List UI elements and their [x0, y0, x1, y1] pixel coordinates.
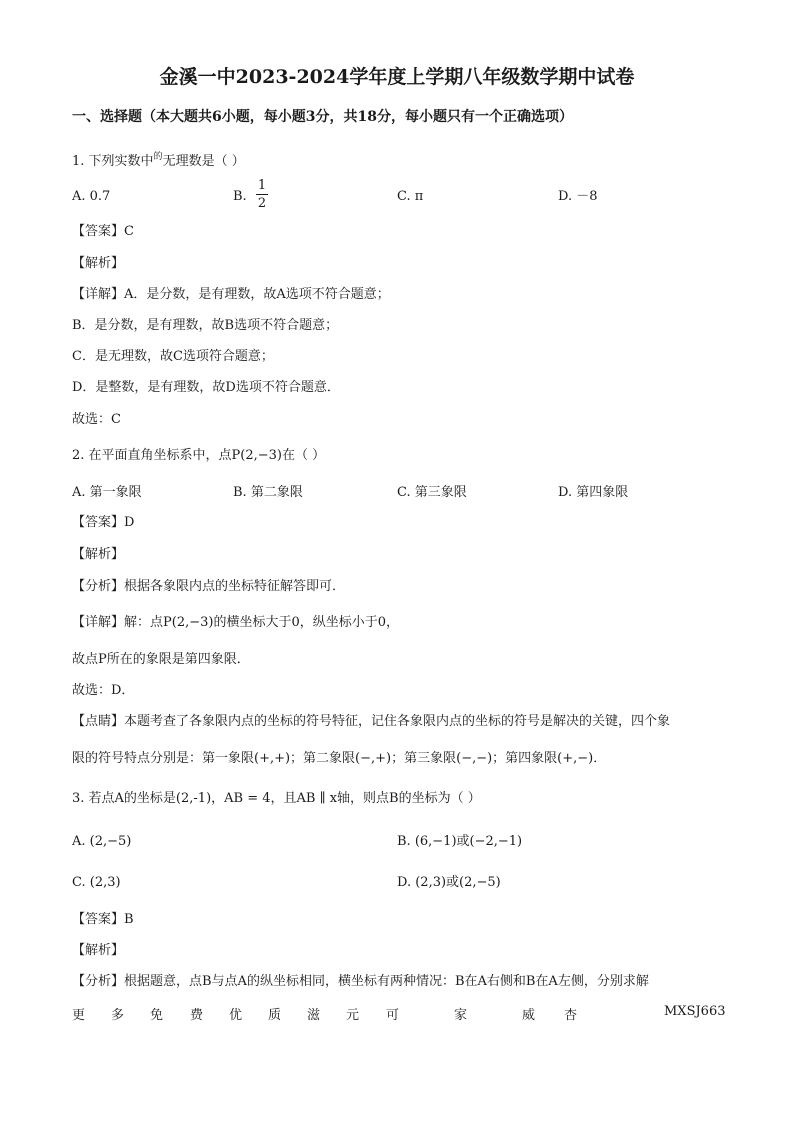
- q2-answer: 【答案】D: [72, 515, 135, 530]
- q2-option-d: D. 第四象限: [558, 485, 629, 500]
- q3-option-d: D. (2,3)或(2,−5): [397, 875, 501, 890]
- q2-fenxi: 【分析】根据各象限内点的坐标特征解答即可．: [72, 579, 346, 594]
- q1-answer: 【答案】C: [72, 224, 134, 239]
- q2-stem: 2. 在平面直角坐标系中，点P(2,−3)在（ ）: [72, 448, 326, 463]
- q1-analysis-label: 【解析】: [72, 256, 125, 271]
- q1-detail-1: 【详解】A．是分数，是有理数，故A选项不符合题意；: [72, 287, 390, 302]
- q2-analysis-label: 【解析】: [72, 547, 125, 562]
- q2-choose: 故选：D．: [72, 683, 135, 698]
- q1-stem-mark: 的: [153, 152, 163, 162]
- section-heading: 一、选择题（本大题共6小题，每小题3分，共18分，每小题只有一个正确选项）: [72, 109, 573, 125]
- footer-char: 免: [150, 1008, 164, 1023]
- q2-detail: 【详解】解：点P(2,−3)的横坐标大于0，纵坐标小于0，: [72, 615, 399, 630]
- fraction-numerator: 1: [257, 178, 267, 193]
- q3-option-c: C. (2,3): [72, 875, 121, 890]
- footer-char: 滋: [307, 1008, 321, 1023]
- q2-dianjing-1: 【点睛】本题考查了各象限内点的坐标的符号特征，记住各象限内点的坐标的符号是解决的关键，四个象: [72, 714, 671, 729]
- footer-code: MXSJ663: [664, 1004, 726, 1019]
- footer-char: 杏: [564, 1008, 578, 1023]
- footer-char: 威: [522, 1008, 536, 1023]
- q3-option-b: B. (6,−1)或(−2,−1): [397, 834, 523, 849]
- footer-char: 质: [268, 1008, 282, 1023]
- q1-stem-text: 1. 下列实数中: [72, 154, 154, 169]
- q1-option-c: C. π: [397, 189, 424, 204]
- q1-detail-4: D．是整数，是有理数，故D选项不符合题意．: [72, 380, 340, 395]
- footer-char: 可: [386, 1008, 400, 1023]
- fraction-bar: [256, 194, 268, 195]
- q3-option-a: A. (2,−5): [72, 834, 132, 849]
- q2-option-c: C. 第三象限: [397, 485, 467, 500]
- footer-char: 优: [229, 1008, 243, 1023]
- footer-char: 家: [454, 1008, 468, 1023]
- q1-detail-3: C．是无理数，故C选项符合题意；: [72, 349, 274, 364]
- q2-detail-2: 故点P所在的象限是第四象限．: [72, 652, 250, 667]
- q3-analysis-label: 【解析】: [72, 943, 125, 958]
- q2-dianjing-2: 限的符号特点分别是：第一象限(+,+)；第二象限(−,+)；第三象限(−,−)；第四象限(+,−)．: [72, 751, 607, 766]
- q1-detail-2: B．是分数，是有理数，故B选项不符合题意；: [72, 318, 339, 333]
- q3-fenxi: 【分析】根据题意，点B与点A的纵坐标相同，横坐标有两种情况：B在A右侧和B在A左侧，分别求解: [72, 974, 649, 989]
- q1-option-b-fraction: [256, 178, 268, 211]
- q1-stem: [72, 148, 245, 171]
- q1-option-a: A. 0.7: [72, 189, 111, 204]
- footer-char: 元: [346, 1008, 360, 1023]
- footer-char: 多: [111, 1008, 125, 1023]
- q2-option-b: B. 第二象限: [233, 485, 303, 500]
- q2-option-a: A. 第一象限: [72, 485, 142, 500]
- q3-answer: 【答案】B: [72, 912, 134, 927]
- q1-option-b-label: B.: [233, 189, 247, 204]
- fraction-denominator: 2: [257, 196, 267, 211]
- q1-choose: 故选：C: [72, 412, 121, 427]
- q1-option-d: D. －8: [558, 189, 598, 204]
- q3-stem: 3. 若点A的坐标是(2,-1)，AB = 4，且AB ∥ x轴，则点B的坐标为（ ）: [72, 791, 481, 806]
- q1-stem-end: 无理数是（ ）: [162, 154, 245, 169]
- footer-char: 更: [72, 1008, 86, 1023]
- page-title: 金溪一中2023-2024学年度上学期八年级数学期中试卷: [159, 66, 635, 88]
- footer-char: 费: [190, 1008, 204, 1023]
